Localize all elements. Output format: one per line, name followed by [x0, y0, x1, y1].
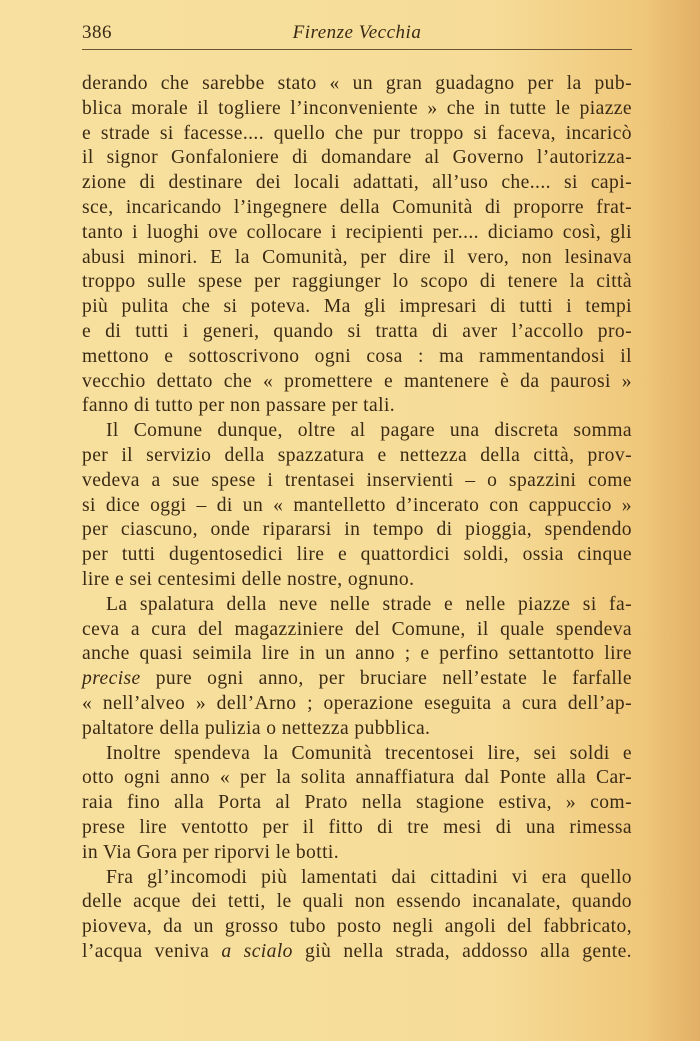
text-line: tanto i luoghi ove collocare i recipienti per.... diciamo così, gli	[82, 221, 632, 243]
text-fragment: giù nella strada, addosso alla gente.	[305, 940, 632, 962]
text-line: zione di destinare dei locali adattati, all’uso che.... si capi-	[82, 172, 632, 194]
text-fragment: l’acqua veniva	[82, 940, 210, 962]
paragraph-5	[82, 866, 632, 965]
text-line: otto ogni anno « per la solita annaffiatura dal Ponte alla Car-	[82, 767, 632, 789]
text-line: e di tutti i generi, quando si tratta di aver l’accollo pro-	[82, 320, 632, 342]
text-line: per il servizio della spazzatura e nettezza della città, prov-	[82, 444, 632, 466]
text-line: in Via Gora per riporvi le botti.	[82, 841, 340, 863]
text-line: pioveva, da un grosso tubo posto negli angoli del fabbricato,	[82, 916, 632, 938]
text-line: mettono e sottoscrivono ogni cosa : ma rammentandosi il	[82, 345, 632, 367]
italic-phrase: a scialo	[221, 940, 293, 962]
header-rule	[82, 49, 632, 50]
text-line: derando che sarebbe stato « un gran guadagno per la pub-	[82, 73, 632, 94]
text-line: si dice oggi – di un « mantelletto d’incerato con cappuccio »	[82, 494, 632, 516]
text-line: per tutti dugentosedici lire e quattordici soldi, ossia cinque	[82, 544, 632, 566]
text-line: vedeva a sue spese i trentasei inservienti – o spazzini come	[82, 469, 632, 491]
text-line: « nell’alveo » dell’Arno ; operazione eseguita a cura dell’ap-	[82, 692, 632, 714]
text-line: lire e sei centesimi delle nostre, ognuno.	[82, 568, 415, 590]
text-line: anche quasi seimila lire in un anno ; e perfino settantotto lire	[82, 643, 632, 665]
text-line: raia fino alla Porta al Prato nella stagione estiva, » com-	[82, 792, 632, 814]
text-line: Fra gl’incomodi più lamentati dai cittadini vi era quello	[106, 866, 632, 888]
text-line: vecchio dettato che « promettere e mantenere è da paurosi »	[82, 370, 632, 392]
text-line-mixed	[82, 667, 632, 692]
paragraph-1	[82, 72, 632, 419]
text-line: troppo sulle spese per raggiunger lo scopo di tenere la città	[82, 271, 632, 293]
text-line: più pulita che si poteva. Ma gli impresari di tutti i tempi	[82, 296, 632, 318]
text-line: fanno di tutto per non passare per tali.	[82, 395, 396, 417]
paragraph-2	[82, 419, 632, 593]
running-title: Firenze Vecchia	[292, 22, 422, 43]
paragraph-4	[82, 742, 632, 866]
text-line: prese lire ventotto per il fitto di tre mesi di una rimessa	[82, 816, 632, 838]
text-line-mixed	[82, 940, 632, 965]
text-line: Il Comune dunque, oltre al pagare una discreta somma	[106, 420, 632, 442]
page-number: 386	[82, 22, 112, 43]
text-line: per ciascuno, onde ripararsi in tempo di pioggia, spendendo	[82, 519, 632, 541]
text-line: ceva a cura del magazziniere del Comune, il quale spendeva	[82, 618, 632, 640]
text-line: delle acque dei tetti, le quali non essendo incanalate, quando	[82, 891, 632, 913]
text-line: sce, incaricando l’ingegnere della Comunità di proporre frat-	[82, 196, 632, 218]
text-line: e strade si facesse.... quello che pur troppo si faceva, incaricò	[82, 122, 632, 144]
text-line: paltatore della pulizia o nettezza pubblica.	[82, 717, 431, 739]
text-line: il signor Gonfaloniere di domandare al Governo l’autorizza-	[82, 147, 632, 169]
paragraph-3	[82, 593, 632, 742]
text-fragment: pure ogni anno, per bruciare nell’estate le farfalle	[155, 668, 632, 690]
text-line: abusi minori. E la Comunità, per dire il vero, non lesinava	[82, 246, 632, 268]
body-text	[82, 72, 632, 965]
text-line: blica morale il togliere l’inconveniente » che in tutte le piazze	[82, 97, 632, 119]
page-header	[82, 20, 632, 50]
text-line: Inoltre spendeva la Comunità trecentosei lire, sei soldi e	[106, 742, 632, 764]
italic-word: precise	[82, 668, 141, 690]
text-line: La spalatura della neve nelle strade e nelle piazze si fa-	[106, 593, 632, 615]
